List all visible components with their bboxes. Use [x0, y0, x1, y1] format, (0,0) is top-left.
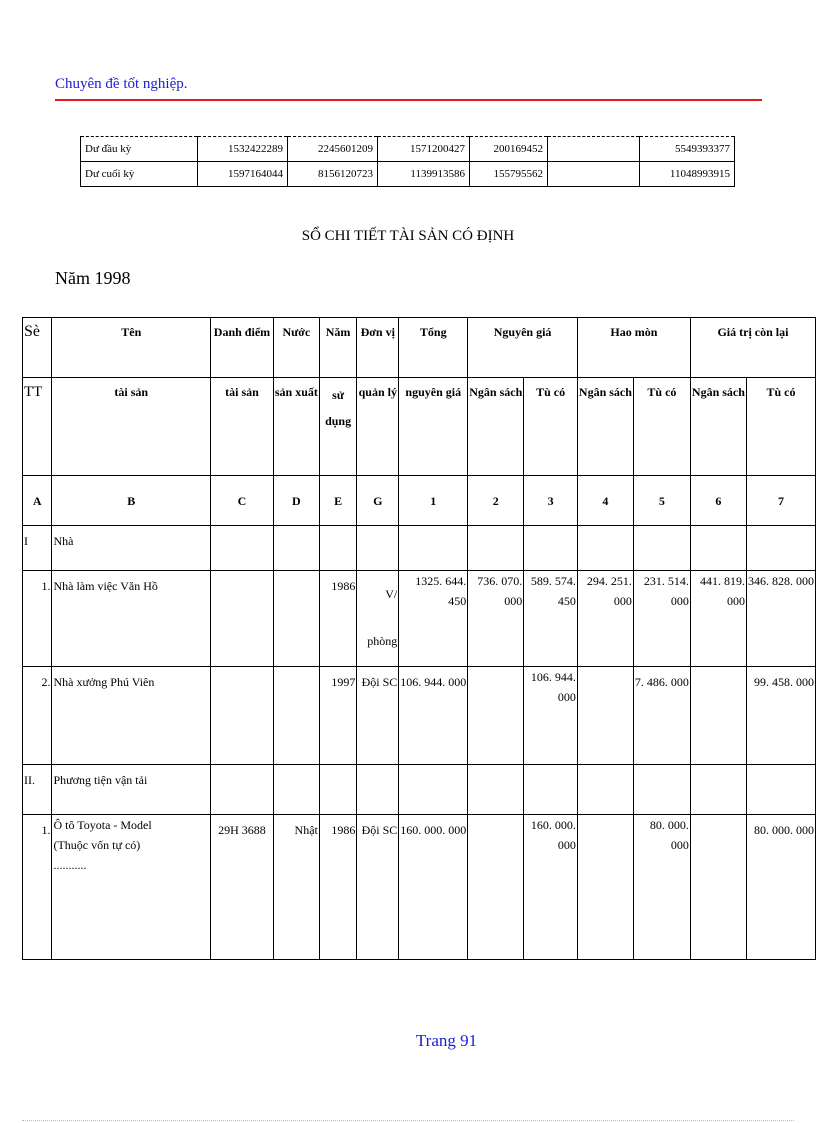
balance-cell: 1571200427	[378, 137, 470, 162]
header-group-cell: Nguyên giá	[468, 318, 578, 378]
header-cell: Ngân sách	[468, 378, 524, 476]
header-cell: Sè	[23, 318, 52, 378]
column-letter: 5	[633, 476, 690, 526]
cell-line: 441. 819.	[699, 574, 745, 588]
header-cell-line: sử	[332, 388, 345, 402]
page-number: Trang 91	[415, 1031, 478, 1050]
table-header-row	[23, 378, 816, 476]
cost-self	[524, 815, 578, 960]
document-header-title: Chuyên đề tốt nghiệp.	[55, 76, 188, 92]
column-letter: 7	[746, 476, 815, 526]
total-cost	[399, 571, 468, 667]
column-letter: 3	[524, 476, 578, 526]
column-letter: C	[211, 476, 274, 526]
row-index: 1.	[23, 815, 52, 960]
section-name: Phương tiện vận tải	[52, 765, 211, 815]
year-in-use: 1986	[319, 815, 356, 960]
depreciation-budget	[577, 571, 633, 667]
table-row	[23, 815, 816, 960]
cell-line: 346. 828. 000	[748, 574, 814, 588]
year-label: Năm 1998	[55, 268, 131, 288]
cell-line: V/	[385, 587, 398, 601]
asset-name: Nhà xưởng Phú Viên	[52, 667, 211, 765]
section-index: I	[23, 526, 52, 571]
balance-cell: 11048993915	[640, 162, 735, 187]
managing-unit: Đội SC	[357, 667, 399, 765]
balance-cell: 2245601209	[288, 137, 378, 162]
cost-self	[524, 571, 578, 667]
section-index: II.	[23, 765, 52, 815]
row-index: 2.	[23, 667, 52, 765]
column-letter: E	[319, 476, 356, 526]
depreciation-self	[633, 815, 690, 960]
header-cell: Năm	[319, 318, 356, 378]
balance-table	[80, 136, 735, 187]
residual-self	[746, 571, 815, 667]
cell-line: 000	[613, 594, 632, 608]
year-in-use: 1986	[319, 571, 356, 667]
country-of-manufacture: Nhật	[273, 815, 319, 960]
cell-line: 000	[557, 690, 576, 704]
column-letter: 6	[690, 476, 746, 526]
column-letter: 4	[577, 476, 633, 526]
header-cell: Ngân sách	[690, 378, 746, 476]
balance-cell: 5549393377	[640, 137, 735, 162]
header-cell: Tù có	[633, 378, 690, 476]
table-row	[81, 137, 735, 162]
document-title: SỔ CHI TIẾT TÀI SẢN CÓ ĐỊNH	[301, 228, 515, 244]
header-cell: TT	[23, 378, 52, 476]
year-in-use: 1997	[319, 667, 356, 765]
cell-line: 294. 251.	[586, 574, 632, 588]
column-letter: G	[357, 476, 399, 526]
asset-name: Nhà làm việc Văn Hồ	[52, 571, 211, 667]
residual-self: 99. 458. 000	[746, 667, 815, 765]
header-cell: Ngân sách	[577, 378, 633, 476]
balance-row-label: Dư cuối kỳ	[81, 162, 198, 187]
page-bottom-divider	[22, 1120, 794, 1121]
cell-line: phòng	[367, 634, 398, 648]
cell-line: (Thuộc vốn tự có)	[53, 838, 141, 852]
header-cell: quản lý	[357, 378, 399, 476]
cell-line: 000	[670, 838, 689, 852]
depreciation-self: 7. 486. 000	[633, 667, 690, 765]
cell-line: Ô tô Toyota - Model	[53, 818, 152, 832]
table-header-row	[23, 318, 816, 378]
column-letter: B	[52, 476, 211, 526]
asset-table	[22, 317, 816, 960]
cell-line: 231. 514.	[643, 574, 689, 588]
balance-row-label: Dư đầu kỳ	[81, 137, 198, 162]
cell-line: 450	[557, 594, 576, 608]
table-row	[81, 162, 735, 187]
balance-cell: 200169452	[470, 137, 548, 162]
cost-budget	[468, 571, 524, 667]
balance-cell: 1597164044	[198, 162, 288, 187]
balance-cell: 1532422289	[198, 137, 288, 162]
header-cell: sản xuất	[273, 378, 319, 476]
header-cell: tài sản	[211, 378, 274, 476]
column-letter: A	[23, 476, 52, 526]
cell-line: 000	[726, 594, 745, 608]
header-group-cell: Hao mòn	[577, 318, 690, 378]
total-cost: 160. 000. 000	[399, 815, 468, 960]
managing-unit: Đội SC	[357, 815, 399, 960]
balance-cell: 155795562	[470, 162, 548, 187]
cell-line: 000	[504, 594, 523, 608]
cell-line: 589. 574.	[530, 574, 576, 588]
header-cell: Danh điểm	[211, 318, 274, 378]
cell-line: 1325. 644.	[415, 574, 467, 588]
depreciation-self	[633, 571, 690, 667]
total-cost: 106. 944. 000	[399, 667, 468, 765]
balance-cell	[548, 162, 640, 187]
header-cell: Tên	[52, 318, 211, 378]
header-cell: nguyên giá	[399, 378, 468, 476]
column-letter: 1	[399, 476, 468, 526]
column-letter-row	[23, 476, 816, 526]
cell-line: 000	[557, 838, 576, 852]
cell-line: 000	[670, 594, 689, 608]
cell-line: 80. 000.	[649, 818, 689, 832]
cost-self	[524, 667, 578, 765]
cell-line: 106. 944.	[530, 670, 576, 684]
table-row	[23, 667, 816, 765]
table-section-row	[23, 765, 816, 815]
residual-self: 80. 000. 000	[746, 815, 815, 960]
cell-line: 736. 070.	[477, 574, 523, 588]
asset-name	[52, 815, 211, 960]
header-group-cell: Giá trị còn lại	[690, 318, 815, 378]
row-index: 1.	[23, 571, 52, 667]
balance-cell	[548, 137, 640, 162]
table-section-row	[23, 526, 816, 571]
header-cell	[319, 378, 356, 476]
managing-unit	[357, 571, 399, 667]
balance-cell: 8156120723	[288, 162, 378, 187]
asset-code: 29H 3688	[211, 815, 274, 960]
column-letter: 2	[468, 476, 524, 526]
header-divider	[55, 99, 762, 101]
header-cell: Tổng	[399, 318, 468, 378]
header-cell: Tù có	[746, 378, 815, 476]
balance-cell: 1139913586	[378, 162, 470, 187]
cell-line: ...........	[53, 858, 87, 872]
column-letter: D	[273, 476, 319, 526]
table-row	[23, 571, 816, 667]
header-cell: tài sản	[52, 378, 211, 476]
header-cell: Tù có	[524, 378, 578, 476]
section-name: Nhà	[52, 526, 211, 571]
header-cell: Nước	[273, 318, 319, 378]
header-cell-line: dụng	[325, 414, 352, 428]
cell-line: 160. 000.	[530, 818, 576, 832]
cell-line: 450	[448, 594, 467, 608]
header-cell: Đơn vị	[357, 318, 399, 378]
residual-budget	[690, 571, 746, 667]
